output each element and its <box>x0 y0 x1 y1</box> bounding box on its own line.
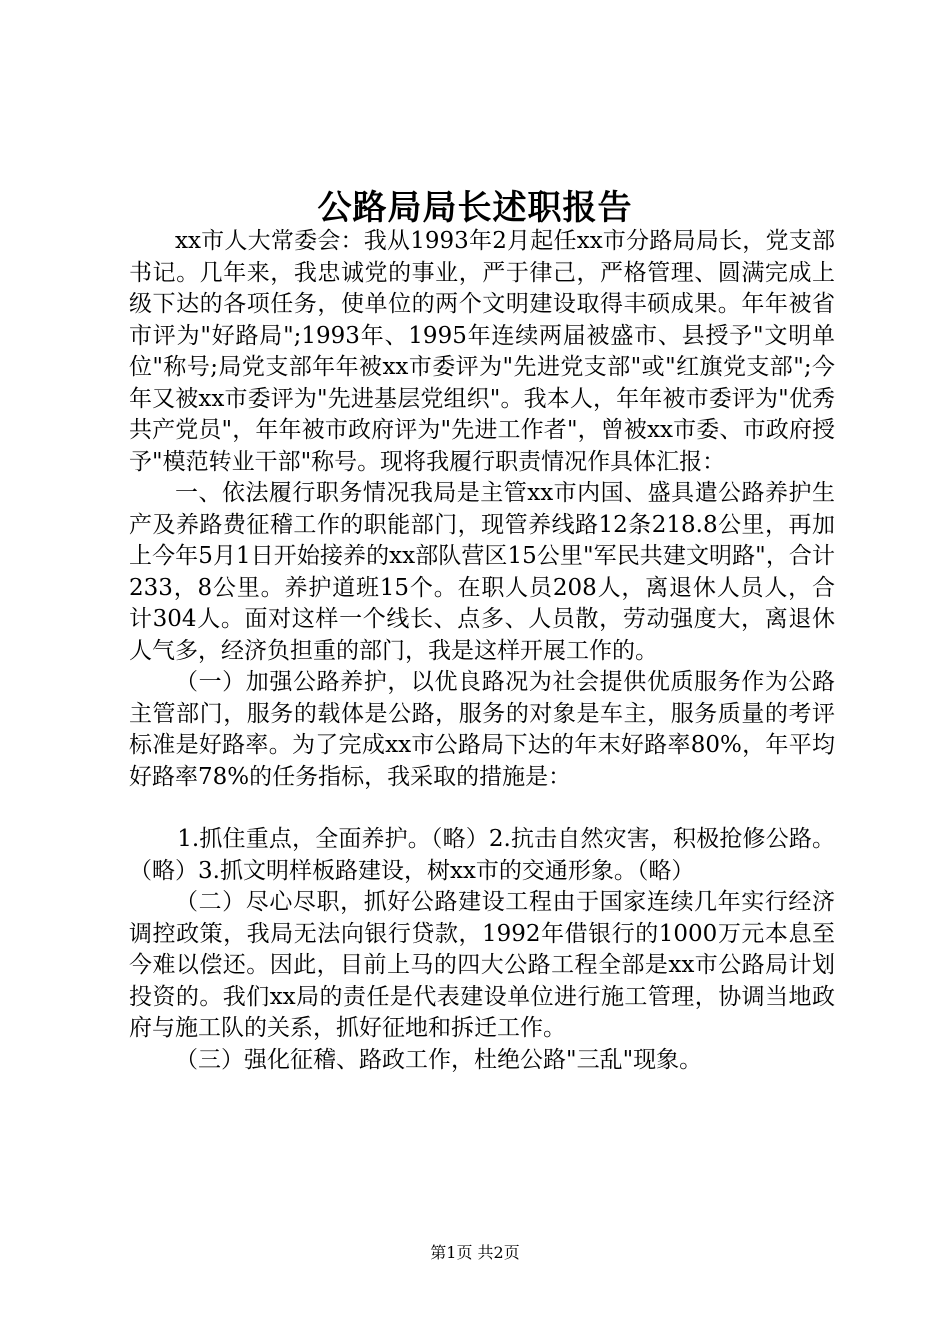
paragraph-intro: xx市人大常委会：我从1993年2月起任xx市分路局局长，党支部书记。几年来，我忠诚党的事业，严于律己，严格管理、圆满完成上级下达的各项任务，使单位的两个文明建设取得丰硕成果。年年被省市评为"好路局";1993年、1995年连续两届被盛市、县授予"文明单位"称号;局党支部年年被xx市委评为"先进党支部"或"红旗党支部";今年又被xx市委评为"先进基层党组织"。我本人，年年被市委评为"优秀共产党员"，年年被市政府评为"先进工作者"，曾被xx市委、市政府授予"模范转业干部"称号。现将我履行职责情况作具体汇报： <box>129 228 835 475</box>
paragraph-subsection-two: （二）尽心尽职，抓好公路建设工程由于国家连续几年实行经济调控政策，我局无法向银行贷款，1992年借银行的1000万元本息至今难以偿还。因此，目前上马的四大公路工程全部是xx市公路局计划投资的。我们xx局的责任是代表建设单位进行施工管理，协调当地政府与施工队的关系，抓好征地和拆迁工作。 <box>129 889 835 1041</box>
document-title: 公路局局长述职报告 <box>317 188 633 228</box>
paragraph-section-one: 一、依法履行职务情况我局是主管xx市内国、盛具遣公路养护生产及养路费征稽工作的职能部门，现管养线路12条218.8公里，再加上今年5月1日开始接养的xx部队营区15公里"军民共建文明路"，合计233，8公里。养护道班15个。在职人员208人，离退休人员人，合计304人。面对这样一个线长、点多、人员散，劳动强度大，离退休人气多，经济负担重的部门，我是这样开展工作的。 <box>129 480 835 664</box>
document-body <box>129 226 835 1076</box>
paragraph-subsection-one: （一）加强公路养护，以优良路况为社会提供优质服务作为公路主管部门，服务的载体是公路，服务的对象是车主，服务质量的考评标准是好路率。为了完成xx市公路局下达的年末好路率80%，年平均好路率78%的任务指标，我采取的措施是： <box>129 669 835 790</box>
paragraph-subsection-three: （三）强化征稽、路政工作，杜绝公路"三乱"现象。 <box>175 1046 703 1073</box>
paragraph-measures-list: 1.抓住重点，全面养护。（略）2.抗击自然灾害，积极抢修公路。（略）3.抓文明样板路建设，树xx市的交通形象。（略） <box>129 826 835 884</box>
page-number-footer: 第1页 共2页 <box>430 1243 520 1262</box>
